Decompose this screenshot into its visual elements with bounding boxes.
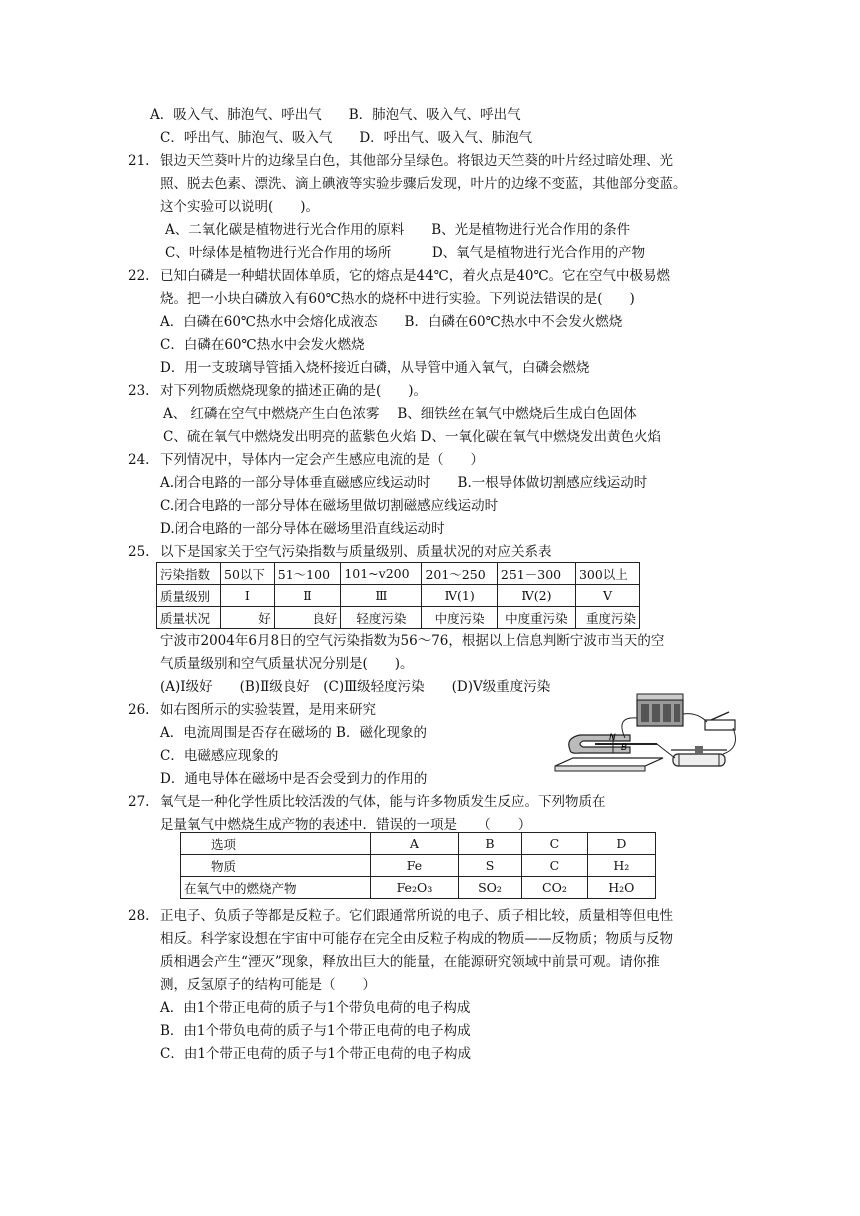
q25-after-line: 宁波市2004年6月8日的空气污染指数为56～76，根据以上信息判断宁波市当天的空 (160, 633, 665, 649)
table-cell: Fe (371, 855, 459, 877)
q28-stem-line: 测，反氢原子的结构可能是（ ） (160, 977, 376, 993)
table-cell: 好 (221, 607, 275, 629)
table-cell: 在氧气中的燃烧产物 (181, 877, 371, 899)
table-row (181, 833, 656, 855)
q21-stem-line: 这个实验可以说明( )。 (160, 199, 320, 215)
table-row (181, 855, 656, 877)
q20-options-line-1: A．吸入气、肺泡气、呼出气 B．肺泡气、吸入气、呼出气 (150, 107, 521, 123)
table-cell: H₂ (587, 855, 655, 877)
table-cell: 300以上 (575, 563, 639, 585)
question-number: 22. (128, 268, 150, 284)
q28-stem-line: 相反。科学家设想在宇宙中可能存在完全由反粒子构成的物质——反物质；物质与反物 (160, 931, 673, 947)
q22-option-line: D．用一支玻璃导管插入烧杯接近白磷，从导管中通入氧气，白磷会燃烧 (160, 360, 590, 376)
q23-option-line: C、硫在氧气中燃烧发出明亮的蓝紫色火焰 D、一氧化碳在氧气中燃烧发出黄色火焰 (163, 429, 661, 445)
table-cell: 51～100 (274, 563, 341, 585)
q22-option-line: C．白磷在60℃热水中会发火燃烧 (160, 337, 365, 353)
q20-options-line-2: C．呼出气、肺泡气、吸入气 D．呼出气、吸入气、肺泡气 (160, 130, 533, 146)
table-cell: 质量状况 (157, 607, 221, 629)
q26-stem-line: 如右图所示的实验装置，是用来研究 (160, 702, 376, 718)
question-number: 26. (128, 702, 150, 718)
table-cell: Ⅳ(2) (497, 585, 575, 607)
table-cell: 轻度污染 (341, 607, 422, 629)
question-number: 27. (128, 794, 150, 810)
q25-stem-line: 以下是国家关于空气污染指数与质量级别、质量状况的对应关系表 (160, 544, 552, 560)
q22-option-line: A．白磷在60℃热水中会熔化成液态 B．白磷在60℃热水中不会发火燃烧 (160, 314, 623, 330)
table-row (157, 585, 640, 607)
table-cell: D (587, 833, 655, 855)
table-row (181, 877, 656, 899)
q21-stem-line: 照、脱去色素、漂洗、滴上碘液等实验步骤后发现，叶片的边缘不变蓝，其他部分变蓝。 (160, 176, 687, 192)
q21-option-line: C、叶绿体是植物进行光合作用的场所 D、氧气是植物进行光合作用的产物 (165, 245, 646, 261)
table-cell: A (371, 833, 459, 855)
table-cell: 中度重污染 (497, 607, 575, 629)
question-number: 23. (128, 383, 150, 399)
table-row (157, 563, 640, 585)
table-cell: Ⅳ(1) (422, 585, 497, 607)
q24-option-line: C.闭合电路的一部分导体在磁场里做切割磁感应线运动时 (160, 498, 499, 514)
q24-option-line: D.闭合电路的一部分导体在磁场里沿直线运动时 (160, 521, 445, 537)
q27-stem-line: 氧气是一种化学性质比较活泼的气体，能与许多物质发生反应。下列物质在 (160, 794, 606, 810)
table-cell: C (522, 855, 587, 877)
table-cell: Ⅱ (274, 585, 341, 607)
figure-label-n: N (609, 733, 616, 743)
table-cell: 251－300 (497, 563, 575, 585)
table-cell: 物质 (181, 855, 371, 877)
q28-option-line: A．由1个带正电荷的质子与1个带负电荷的电子构成 (160, 1000, 471, 1016)
question-number: 28. (128, 908, 150, 924)
q24-stem-line: 下列情况中，导体内一定会产生感应电流的是（ ） (160, 452, 484, 468)
q28-option-line: C．由1个带正电荷的质子与1个带正电荷的电子构成 (160, 1046, 472, 1062)
table-cell: C (522, 833, 587, 855)
table-cell: CO₂ (522, 877, 587, 899)
table-cell: H₂O (587, 877, 655, 899)
q23-option-line: A、 红磷在空气中燃烧产生白色浓雾 B、细铁丝在氧气中燃烧后生成白色固体 (163, 406, 637, 422)
table-cell: 选项 (181, 833, 371, 855)
q28-stem-line: 正电子、负质子等都是反粒子。它们跟通常所说的电子、质子相比较，质量相等但电性 (160, 908, 673, 924)
q28-stem-line: 质相遇会产生“湮灭”现象，释放出巨大的能量，在能源研究领域中前景可观。请你推 (160, 954, 660, 970)
question-number: 21. (128, 153, 150, 169)
table-cell: 50以下 (221, 563, 275, 585)
table-cell: 中度污染 (422, 607, 497, 629)
table-cell: 污染指数 (157, 563, 221, 585)
table-cell: Ⅲ (341, 585, 422, 607)
figure-label-b: B (621, 743, 628, 753)
question-number: 24. (128, 452, 150, 468)
table-cell: SO₂ (458, 877, 521, 899)
q25-option-line: (A)Ⅰ级好 (B)Ⅱ级良好 (C)Ⅲ级轻度污染 (D)Ⅴ级重度污染 (160, 679, 551, 695)
table-cell: 质量级别 (157, 585, 221, 607)
table-cell: S (458, 855, 521, 877)
table-cell: 良好 (274, 607, 341, 629)
q26-option-line: C．电磁感应现象的 (160, 748, 279, 764)
table-cell: Ⅰ (221, 585, 275, 607)
air-pollution-index-table (156, 562, 640, 629)
q23-stem-line: 对下列物质燃烧现象的描述正确的是( )。 (160, 383, 428, 399)
table-cell: 201～250 (422, 563, 497, 585)
q26-option-line: D．通电导体在磁场中是否会受到力的作用的 (160, 771, 428, 787)
table-cell: 重度污染 (575, 607, 639, 629)
table-row (157, 607, 640, 629)
electromagnetism-apparatus-figure (545, 688, 740, 788)
q21-stem-line: 银边天竺葵叶片的边缘呈白色，其他部分呈绿色。将银边天竺葵的叶片经过暗处理、光 (160, 153, 673, 169)
q22-stem-line: 已知白磷是一种蜡状固体单质，它的熔点是44℃，着火点是40℃。它在空气中极易燃 (160, 268, 671, 284)
q26-option-line: A．电流周围是否存在磁场的 B．磁化现象的 (160, 725, 427, 741)
q21-option-line: A、二氧化碳是植物进行光合作用的原料 B、光是植物进行光合作用的条件 (165, 222, 631, 238)
table-cell: 101~v200 (341, 563, 422, 585)
oxygen-combustion-table (180, 832, 656, 899)
table-cell: Ⅴ (575, 585, 639, 607)
question-number: 25. (128, 544, 150, 560)
table-cell: Fe₂O₃ (371, 877, 459, 899)
q28-option-line: B．由1个带负电荷的质子与1个带正电荷的电子构成 (160, 1023, 471, 1039)
q24-option-line: A.闭合电路的一部分导体垂直磁感应线运动时 B.一根导体做切割感应线运动时 (160, 475, 648, 491)
q22-stem-line: 烧。把一小块白磷放入有60℃热水的烧杯中进行实验。下列说法错误的是( ) (160, 291, 635, 307)
q27-stem-line: 足量氧气中燃烧生成产物的表述中．错误的一项是 （ ） (160, 817, 532, 833)
table-cell: B (458, 833, 521, 855)
q25-after-line: 气质量级别和空气质量状况分别是( )。 (160, 656, 414, 672)
